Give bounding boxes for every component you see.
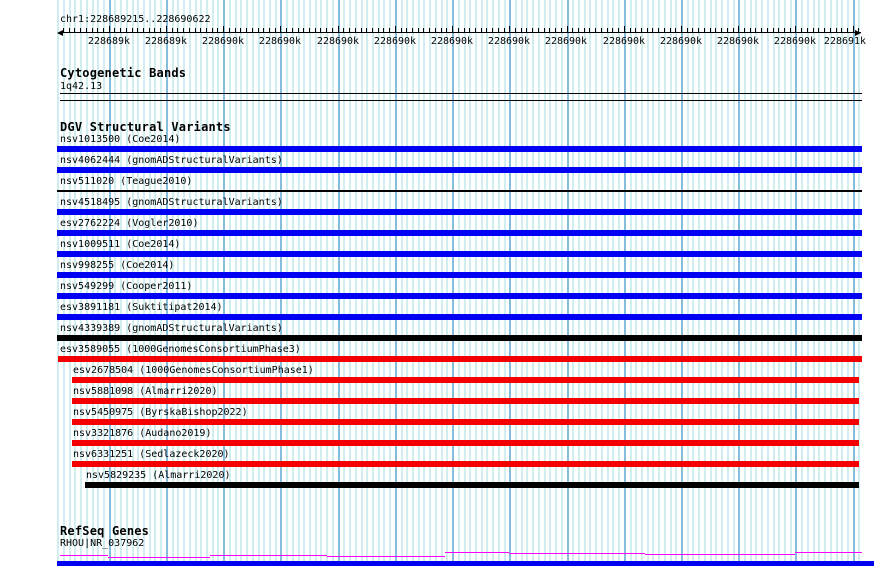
ruler-tick: [74, 28, 75, 32]
ruler-tick-label: 228690k: [258, 36, 302, 47]
ruler-tick: [183, 28, 184, 32]
ruler-tick: [69, 28, 70, 32]
ruler-tick: [618, 28, 619, 32]
ruler-tick: [544, 28, 545, 32]
ruler-tick: [801, 28, 802, 32]
gene-line-segment[interactable]: [509, 553, 645, 554]
variant-label[interactable]: nsv1009511 (Coe2014): [60, 239, 181, 250]
variant-label[interactable]: nsv6331251 (Sedlazeck2020): [73, 449, 230, 460]
region-coordinates: chr1:228689215..228690622: [60, 14, 211, 25]
ruler-tick: [389, 28, 390, 32]
ruler-tick: [217, 28, 218, 32]
ruler-tick: [418, 28, 419, 32]
ruler-tick: [235, 28, 236, 32]
ruler-tick: [612, 28, 613, 32]
ruler-tick: [92, 28, 93, 32]
ruler-tick: [578, 28, 579, 32]
ruler-tick: [160, 28, 161, 32]
ruler-tick: [372, 28, 373, 32]
ruler-tick: [715, 28, 716, 32]
ruler-tick: [498, 28, 499, 32]
ruler-tick: [692, 28, 693, 32]
ruler-tick: [710, 28, 711, 32]
ruler-tick: [223, 26, 224, 32]
variant-label[interactable]: esv2762224 (Vogler2010): [60, 218, 199, 229]
gene-line-segment[interactable]: [645, 554, 795, 555]
ruler-tick-label: 228690k: [659, 36, 703, 47]
ruler-tick: [206, 28, 207, 32]
ruler-tick: [761, 28, 762, 32]
ruler-tick-label: 228690k: [373, 36, 417, 47]
ruler-tick: [733, 28, 734, 32]
ruler-tick: [589, 28, 590, 32]
ruler-tick: [675, 28, 676, 32]
ruler-tick: [698, 28, 699, 32]
ruler-tick: [755, 28, 756, 32]
ruler-tick: [154, 28, 155, 32]
ruler-tick: [847, 28, 848, 32]
ruler-tick: [315, 28, 316, 32]
variant-bar[interactable]: [58, 356, 862, 362]
ruler-tick-label: 228690k: [430, 36, 474, 47]
ruler-tick: [429, 28, 430, 32]
ruler-tick: [137, 28, 138, 32]
gene-line-segment[interactable]: [210, 555, 327, 556]
gene-line-segment[interactable]: [795, 552, 862, 553]
ruler-tick: [721, 28, 722, 32]
ruler-tick: [109, 26, 110, 32]
gene-line-segment[interactable]: [445, 552, 509, 553]
ruler-tick: [567, 26, 568, 32]
ruler-tick: [738, 26, 739, 32]
ruler-tick: [658, 28, 659, 32]
ruler-tick: [446, 28, 447, 32]
ruler-tick: [778, 28, 779, 32]
ruler-tick-label: 228690k: [773, 36, 817, 47]
ruler-tick: [343, 28, 344, 32]
ruler-tick: [303, 28, 304, 32]
ruler-tick: [80, 28, 81, 32]
ruler-tick-label: 228690k: [487, 36, 531, 47]
grid-line-minor: [57, 0, 59, 566]
variant-bar[interactable]: [72, 398, 859, 404]
ruler-tick: [126, 28, 127, 32]
ruler-tick-label: 228690k: [544, 36, 588, 47]
ruler-tick: [395, 26, 396, 32]
ruler-tick: [378, 28, 379, 32]
ruler-tick: [114, 28, 115, 32]
ruler-tick: [687, 28, 688, 32]
ruler-tick: [824, 28, 825, 32]
ruler-tick: [458, 28, 459, 32]
ruler-tick: [481, 28, 482, 32]
ruler-tick: [280, 26, 281, 32]
variant-bar[interactable]: [72, 461, 859, 467]
ruler-tick: [572, 28, 573, 32]
ruler-tick-label: 228690k: [316, 36, 360, 47]
variant-bar[interactable]: [57, 190, 862, 192]
ruler-tick-label: 228690k: [716, 36, 760, 47]
ruler-tick: [561, 28, 562, 32]
ruler-tick: [298, 28, 299, 32]
cytoband-box[interactable]: [60, 93, 862, 101]
ruler-tick: [349, 28, 350, 32]
ruler-tick: [841, 28, 842, 32]
ruler-tick: [464, 28, 465, 32]
ruler-tick: [423, 28, 424, 32]
variant-label[interactable]: nsv511020 (Teague2010): [60, 176, 193, 187]
cytogenetic-bands-header: Cytogenetic Bands: [60, 66, 187, 80]
ruler-tick: [366, 28, 367, 32]
ruler-tick: [647, 28, 648, 32]
ruler-tick: [475, 28, 476, 32]
ruler-tick: [120, 28, 121, 32]
ruler-tick: [383, 28, 384, 32]
ruler-tick: [830, 28, 831, 32]
ruler-tick: [361, 28, 362, 32]
ruler-tick: [132, 28, 133, 32]
ruler-tick: [275, 28, 276, 32]
ruler-tick: [807, 28, 808, 32]
variant-label[interactable]: nsv5881098 (Almarri2020): [73, 386, 218, 397]
ruler-tick: [252, 28, 253, 32]
ruler-tick: [555, 28, 556, 32]
variant-bar[interactable]: [57, 251, 862, 257]
ruler-tick: [441, 28, 442, 32]
variant-bar[interactable]: [72, 377, 859, 383]
ruler-tick: [452, 26, 453, 32]
gene-line-segment[interactable]: [327, 556, 445, 557]
ruler-tick: [521, 28, 522, 32]
variant-bar[interactable]: [57, 146, 862, 152]
ruler-tick: [406, 28, 407, 32]
ruler-tick: [790, 28, 791, 32]
ruler-tick: [750, 28, 751, 32]
ruler-tick: [172, 28, 173, 32]
ruler-tick: [189, 28, 190, 32]
ruler-tick: [818, 28, 819, 32]
variant-label[interactable]: esv3589055 (1000GenomesConsortiumPhase3): [60, 344, 301, 355]
ruler-tick: [509, 26, 510, 32]
ruler-tick: [595, 28, 596, 32]
dgv-header: DGV Structural Variants: [60, 120, 231, 134]
variant-label[interactable]: esv3891181 (Suktitipat2014): [60, 302, 223, 313]
ruler-tick: [504, 28, 505, 32]
ruler-tick: [332, 28, 333, 32]
ruler-tick: [143, 28, 144, 32]
ruler-axis-line: [60, 32, 861, 33]
ruler-tick: [767, 28, 768, 32]
variant-label[interactable]: nsv549299 (Cooper2011): [60, 281, 193, 292]
ruler-tick: [607, 28, 608, 32]
ruler-tick: [795, 26, 796, 32]
ruler-tick: [664, 28, 665, 32]
ruler-tick: [86, 28, 87, 32]
ruler-tick-label: 228690k: [602, 36, 646, 47]
ruler-tick: [320, 28, 321, 32]
variant-label[interactable]: nsv998255 (Coe2014): [60, 260, 175, 271]
variant-label[interactable]: nsv4518495 (gnomADStructuralVariants): [60, 197, 283, 208]
ruler-tick: [813, 28, 814, 32]
cytoband-label: 1q42.13: [60, 81, 103, 92]
ruler-tick: [177, 28, 178, 32]
ruler-tick: [200, 28, 201, 32]
ruler-tick: [246, 28, 247, 32]
ruler-tick: [727, 28, 728, 32]
ruler-tick: [258, 28, 259, 32]
variant-bar[interactable]: [57, 293, 862, 299]
variant-bar[interactable]: [72, 440, 859, 446]
ruler-tick: [773, 28, 774, 32]
ruler-tick: [212, 28, 213, 32]
ruler-tick: [681, 26, 682, 32]
ruler-tick: [601, 28, 602, 32]
ruler-tick: [97, 28, 98, 32]
ruler-tick: [704, 28, 705, 32]
ruler-tick: [412, 28, 413, 32]
variant-bar[interactable]: [57, 272, 862, 278]
ruler-tick: [492, 28, 493, 32]
variant-bar[interactable]: [72, 419, 859, 425]
ruler-tick: [229, 28, 230, 32]
ruler-tick-label: 228690k: [201, 36, 245, 47]
variant-bar[interactable]: [57, 314, 862, 320]
gene-line-segment[interactable]: [60, 555, 108, 556]
ruler-tick: [858, 28, 859, 32]
ruler-tick: [166, 26, 167, 32]
variant-bar[interactable]: [85, 482, 859, 488]
ruler-tick: [652, 28, 653, 32]
variant-label[interactable]: nsv4062444 (gnomADStructuralVariants): [60, 155, 283, 166]
variant-label[interactable]: esv2678504 (1000GenomesConsortiumPhase1): [73, 365, 314, 376]
ruler-tick: [486, 28, 487, 32]
ruler-tick: [149, 28, 150, 32]
variant-label[interactable]: nsv4339389 (gnomADStructuralVariants): [60, 323, 283, 334]
ruler-tick: [836, 28, 837, 32]
ruler-tick: [195, 28, 196, 32]
ruler-tick: [538, 28, 539, 32]
variant-label[interactable]: nsv5829235 (Almarri2020): [86, 470, 231, 481]
ruler-tick: [584, 28, 585, 32]
ruler-tick: [286, 28, 287, 32]
ruler-tick: [670, 28, 671, 32]
ruler-tick: [309, 28, 310, 32]
ruler-tick: [635, 28, 636, 32]
gene-label[interactable]: RHOU|NR_037962: [60, 538, 145, 549]
partial-track-bar[interactable]: [57, 561, 874, 566]
ruler-tick-label: 228689k: [144, 36, 188, 47]
variant-bar[interactable]: [57, 167, 862, 173]
ruler-tick: [784, 28, 785, 32]
ruler-tick: [292, 28, 293, 32]
ruler-tick: [326, 28, 327, 32]
ruler-tick: [240, 28, 241, 32]
ruler-tick: [630, 28, 631, 32]
variant-bar[interactable]: [57, 335, 862, 341]
variant-bar[interactable]: [57, 209, 862, 215]
ruler-tick: [269, 28, 270, 32]
ruler-tick: [63, 28, 64, 32]
refseq-header: RefSeq Genes: [60, 524, 150, 538]
ruler-tick: [549, 28, 550, 32]
variant-bar[interactable]: [57, 230, 862, 236]
ruler-tick: [103, 28, 104, 32]
ruler-tick: [641, 28, 642, 32]
variant-label[interactable]: nsv5450975 (ByrskaBishop2022): [73, 407, 248, 418]
ruler-tick: [853, 26, 854, 32]
gene-line-segment[interactable]: [108, 557, 210, 558]
ruler-tick: [532, 28, 533, 32]
ruler-tick-label: 228691k: [823, 36, 867, 47]
ruler-tick: [526, 28, 527, 32]
ruler-tick: [355, 28, 356, 32]
variant-label[interactable]: nsv3321876 (Audano2019): [73, 428, 212, 439]
ruler-tick: [263, 28, 264, 32]
ruler-tick-label: 228689k: [87, 36, 131, 47]
ruler-tick: [338, 26, 339, 32]
ruler-tick: [515, 28, 516, 32]
variant-label[interactable]: nsv1013500 (Coe2014): [60, 134, 181, 145]
ruler-tick: [469, 28, 470, 32]
ruler-tick: [624, 26, 625, 32]
ruler-tick: [435, 28, 436, 32]
ruler-tick: [401, 28, 402, 32]
ruler-tick: [744, 28, 745, 32]
